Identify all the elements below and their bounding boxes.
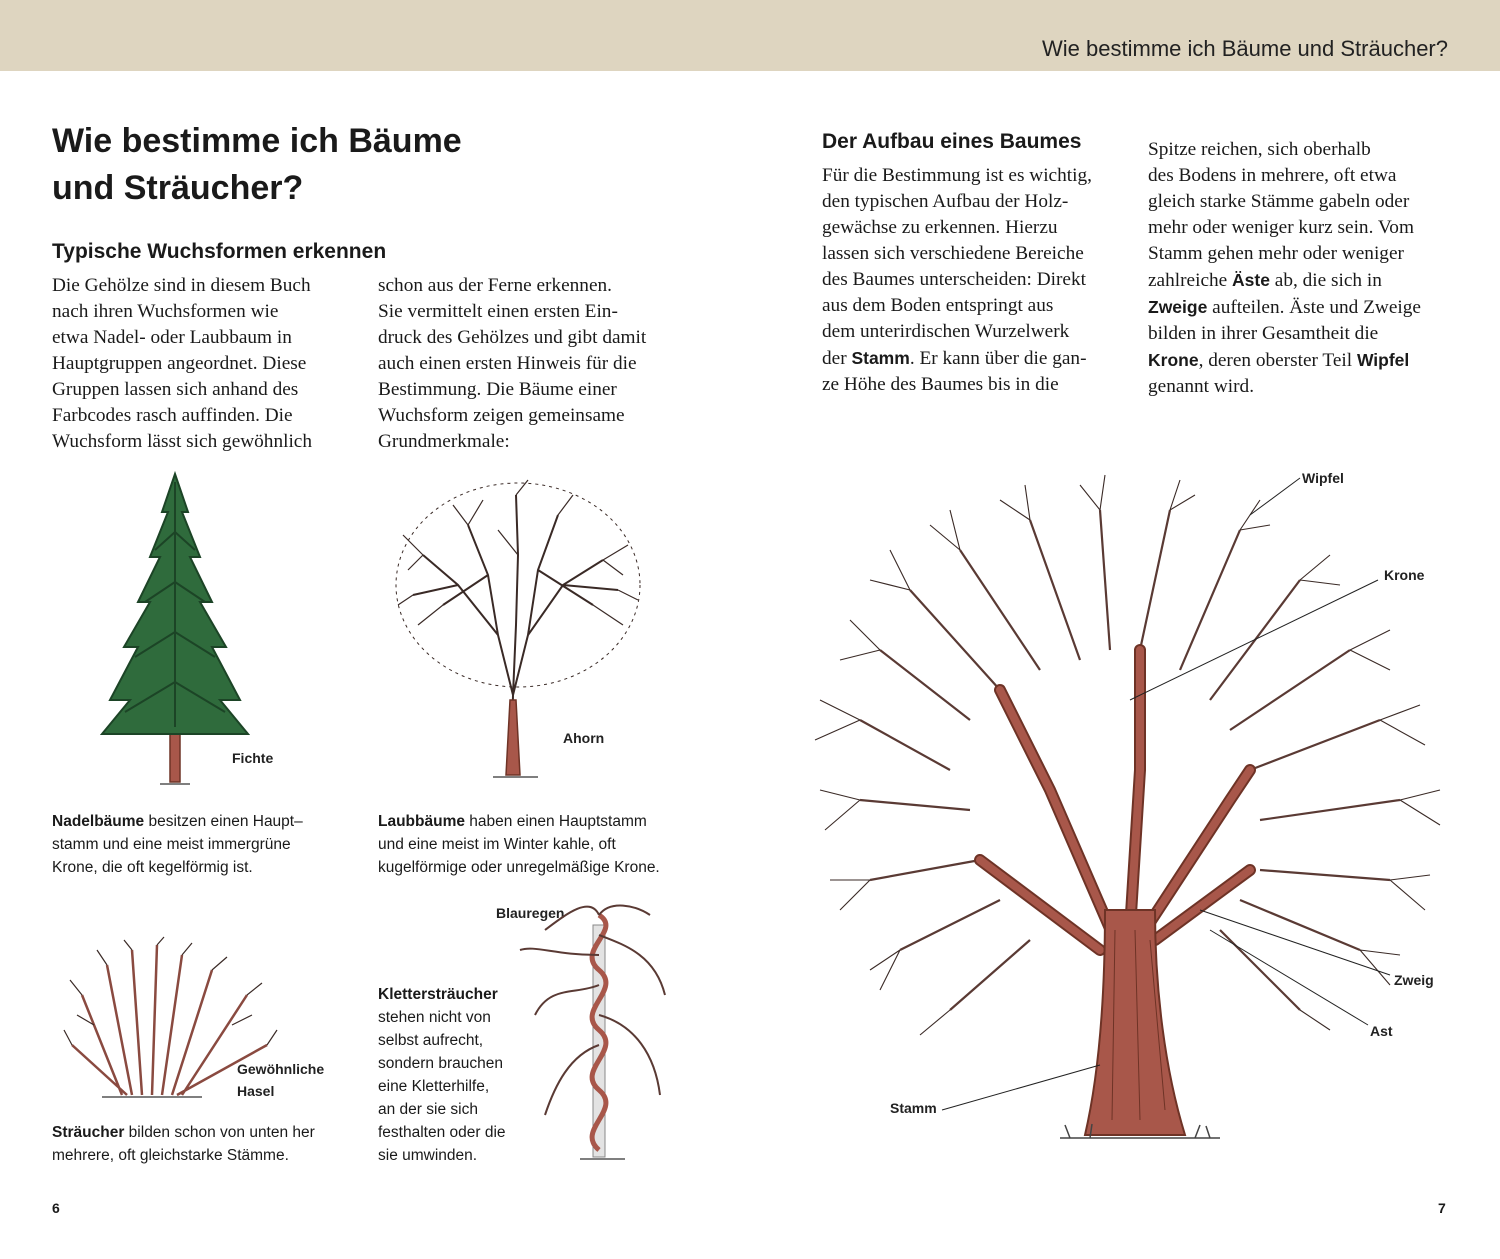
text-line: Farbcodes rasch auffinden. Die	[52, 405, 293, 426]
term-nadelbaeume: Nadelbäume	[52, 813, 145, 830]
tree-anatomy-diagram	[800, 470, 1460, 1160]
label-stamm: Stamm	[890, 1100, 937, 1116]
text-line: des Baumes unterscheiden: Direkt	[822, 269, 1086, 290]
text-fragment: der	[822, 348, 852, 369]
intro-column-2	[378, 273, 698, 455]
label-zweig: Zweig	[1394, 972, 1434, 988]
text-line: gewächse zu erkennen. Hierzu	[822, 217, 1058, 238]
text-line: auch einen ersten Hinweis für die	[378, 353, 637, 374]
text-line: Wuchsform lässt sich gewöhnlich	[52, 431, 313, 452]
text-line	[1148, 294, 1458, 321]
caption-laubbaeume	[378, 810, 708, 879]
text-line: gleich starke Stämme gabeln oder	[1148, 191, 1410, 212]
text-line	[1148, 267, 1458, 294]
text-line: des Bodens in mehrere, oft etwa	[1148, 165, 1397, 186]
text-line: Die Gehölze sind in diesem Buch	[52, 275, 311, 296]
caption-line: kugelförmige oder unregelmäßige Krone.	[378, 859, 660, 876]
caption-line: festhalten oder die	[378, 1124, 506, 1141]
aufbau-column-1	[822, 163, 1132, 398]
text-line: nach ihren Wuchsformen wie	[52, 301, 279, 322]
term-stamm: Stamm	[851, 348, 910, 368]
aufbau-column-2	[1148, 137, 1458, 400]
text-fragment: zahlreiche	[1148, 270, 1233, 291]
label-ahorn: Ahorn	[563, 730, 605, 746]
caption-line	[378, 810, 708, 833]
text-line: bilden in ihrer Gesamtheit die	[1148, 323, 1379, 344]
text-line: genannt wird.	[1148, 376, 1255, 397]
spruce-illustration	[100, 472, 250, 787]
caption-klettersraeucher	[378, 983, 528, 1167]
text-line: druck des Gehölzes und gibt damit	[378, 327, 647, 348]
text-line: Grundmerkmale:	[378, 431, 510, 452]
text-line: Hauptgruppen angeordnet. Diese	[52, 353, 307, 374]
label-blauregen: Blauregen	[496, 905, 565, 921]
text-line: den typischen Aufbau der Holz-	[822, 191, 1069, 212]
page-number-right: 7	[1438, 1200, 1446, 1216]
label-hasel-line2: Hasel	[237, 1083, 275, 1099]
caption-line: und eine meist im Winter kahle, oft	[378, 836, 616, 853]
text-fragment: ab, die sich in	[1269, 270, 1382, 291]
caption-line: Krone, die oft kegelförmig ist.	[52, 859, 253, 876]
term-straeucher: Sträucher	[52, 1124, 125, 1141]
page-number-left: 6	[52, 1200, 60, 1216]
text-line: Für die Bestimmung ist es wichtig,	[822, 165, 1092, 186]
label-ast: Ast	[1370, 1023, 1393, 1039]
section-heading-aufbau: Der Aufbau eines Baumes	[822, 130, 1082, 153]
caption-line: selbst aufrecht,	[378, 1032, 484, 1049]
caption-text: besitzen einen Haupt–	[144, 813, 303, 830]
label-hasel-line1: Gewöhnliche	[237, 1061, 325, 1077]
text-line: aus dem Boden entspringt aus	[822, 295, 1054, 316]
text-fragment: . Er kann über die gan-	[909, 348, 1087, 369]
text-line: schon aus der Ferne erkennen.	[378, 275, 612, 296]
term-krone: Krone	[1148, 350, 1199, 370]
term-laubbaeume: Laubbäume	[378, 813, 465, 830]
label-hasel	[237, 1058, 324, 1102]
caption-line: sie umwinden.	[378, 1147, 478, 1164]
caption-line: sondern brauchen	[378, 1055, 503, 1072]
term-klettersraeucher: Klettersträucher	[378, 986, 498, 1003]
wisteria-climber-illustration	[515, 895, 680, 1165]
caption-line	[52, 810, 352, 833]
text-line: Wuchsform zeigen gemeinsame	[378, 405, 625, 426]
text-fragment: aufteilen. Äste und Zweige	[1207, 297, 1421, 318]
label-fichte: Fichte	[232, 750, 274, 766]
text-fragment: , deren oberster Teil	[1198, 350, 1357, 371]
caption-line	[52, 1121, 352, 1144]
text-line: mehr oder weniger kurz sein. Vom	[1148, 217, 1414, 238]
caption-text: bilden schon von unten her	[124, 1124, 315, 1141]
text-line: Gruppen lassen sich anhand des	[52, 379, 299, 400]
text-line: Spitze reichen, sich oberhalb	[1148, 139, 1371, 160]
maple-illustration	[388, 475, 648, 785]
intro-column-1	[52, 273, 362, 455]
text-line: dem unterirdischen Wurzelwerk	[822, 321, 1070, 342]
term-wipfel: Wipfel	[1356, 350, 1410, 370]
leader-lines	[942, 478, 1390, 1110]
caption-nadelbaeume	[52, 810, 352, 879]
caption-text: haben einen Hauptstamm	[464, 813, 647, 830]
text-line: Stamm gehen mehr oder weniger	[1148, 243, 1404, 264]
caption-straeucher	[52, 1121, 352, 1167]
term-aeste: Äste	[1232, 270, 1270, 290]
main-limbs	[980, 650, 1250, 950]
label-krone: Krone	[1384, 567, 1425, 583]
text-line: lassen sich verschiedene Bereiche	[822, 243, 1084, 264]
text-line	[822, 345, 1132, 372]
caption-line: mehrere, oft gleichstarke Stämme.	[52, 1147, 289, 1164]
term-zweige: Zweige	[1148, 297, 1208, 317]
text-line: Bestimmung. Die Bäume einer	[378, 379, 617, 400]
page-title-line1: Wie bestimme ich Bäume	[52, 122, 462, 160]
caption-line: stamm und eine meist immergrüne	[52, 836, 291, 853]
text-line: ze Höhe des Baumes bis in die	[822, 374, 1059, 395]
text-line	[1148, 347, 1458, 374]
caption-line	[378, 983, 528, 1006]
page-title-line2: und Sträucher?	[52, 169, 304, 207]
page-title	[52, 118, 522, 212]
running-title: Wie bestimme ich Bäume und Sträucher?	[1042, 36, 1448, 61]
text-line: etwa Nadel- oder Laubbaum in	[52, 327, 292, 348]
section-heading-wuchsformen: Typische Wuchsformen erkennen	[52, 240, 387, 263]
text-line: Sie vermittelt einen ersten Ein-	[378, 301, 618, 322]
caption-line: stehen nicht von	[378, 1009, 491, 1026]
caption-line: an der sie sich	[378, 1101, 478, 1118]
label-wipfel: Wipfel	[1302, 470, 1344, 486]
caption-line: eine Kletterhilfe,	[378, 1078, 490, 1095]
